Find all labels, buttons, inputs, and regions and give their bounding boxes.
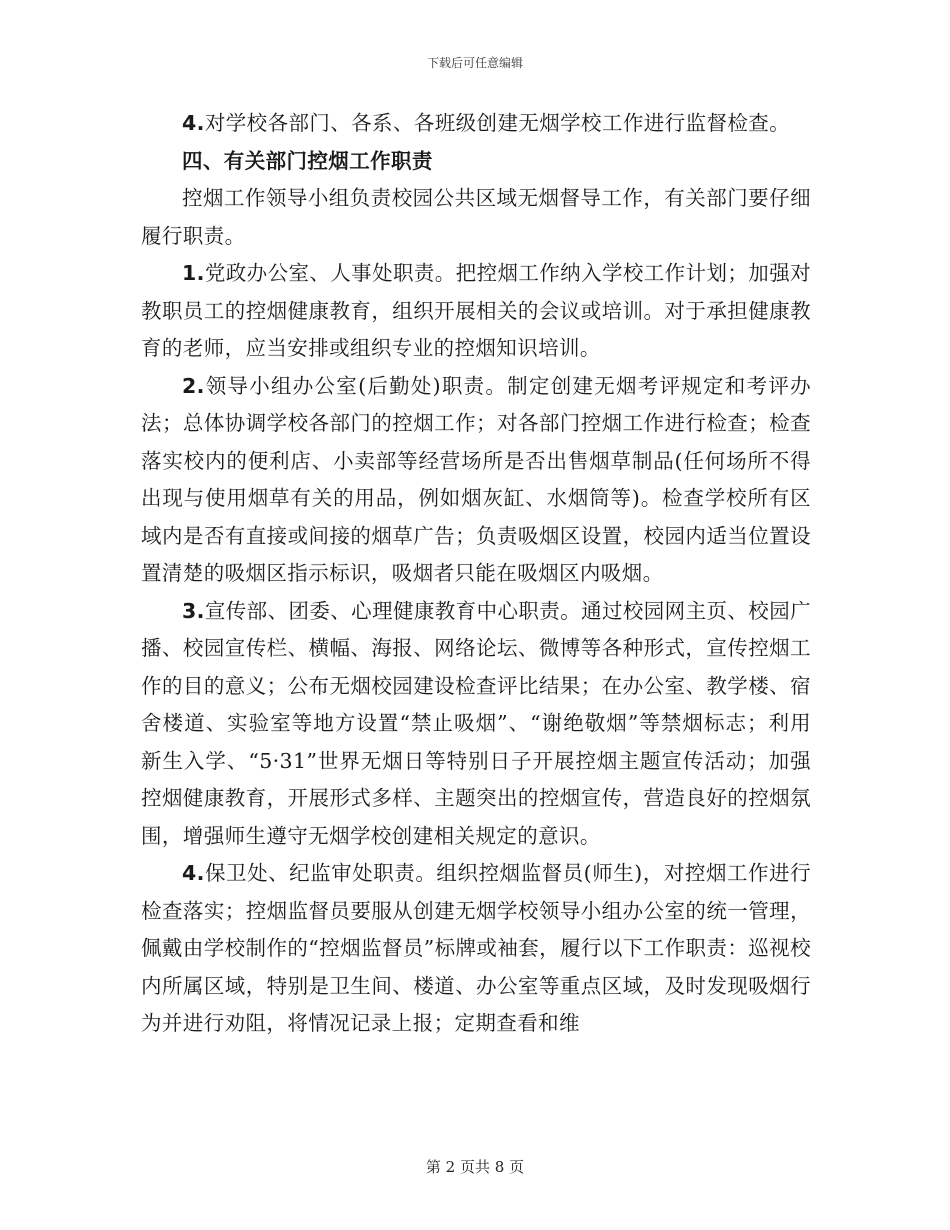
paragraph-item-4-security: [141, 855, 811, 1043]
paragraph-text: 对学校各部门、各系、各班级创建无烟学校工作进行监督检查。: [204, 111, 791, 135]
page-footer: 第 2 页共 8 页: [425, 1158, 525, 1176]
paragraph-item-4-supervision: [141, 105, 811, 143]
paragraph-item-1-office: [141, 255, 811, 368]
paragraph-item-2-leadership-office: [141, 368, 811, 593]
section-heading: 四、有关部门控烟工作职责: [182, 148, 433, 173]
item-number: 3.: [182, 598, 205, 623]
item-number: 1.: [182, 261, 205, 285]
paragraph-text: 党政办公室、人事处职责。把控烟工作纳入学校工作计划；加强对教职员工的控烟健康教育，组织开展相关的会议或培训。对于承担健康教育的老师，应当安排或组织专业的控烟知识培训。: [141, 261, 811, 360]
paragraph-item-3-publicity: [141, 593, 811, 856]
paragraph-text: 领导小组办公室(后勤处)职责。制定创建无烟考评规定和考评办法；总体协调学校各部门的控烟工作；对各部门控烟工作进行检查；检查落实校内的便利店、小卖部等经营场所是否出售烟草制品(任何场所不得出现与使用烟草有关的用品，例如烟灰缸、水烟筒等)。检查学校所有区域内是否有直接或间接的烟草广告；负责吸烟区设置，校园内适当位置设置清楚的吸烟区指示标识，吸烟者只能在吸烟区内吸烟。: [141, 373, 811, 585]
item-number: 4.: [182, 111, 205, 135]
paragraph-text: 宣传部、团委、心理健康教育中心职责。通过校园网主页、校园广播、校园宣传栏、横幅、海报、网络论坛、微博等各种形式，宣传控烟工作的目的意义；公布无烟校园建设检查评比结果；在办公室、教学楼、宿舍楼道、实验室等地方设置“禁止吸烟”、“谢绝敬烟”等禁烟标志；利用新生入学、“5·31”世界无烟日等特别日子开展控烟主题宣传活动；加强控烟健康教育，开展形式多样、主题突出的控烟宣传，营造良好的控烟氛围，增强师生遵守无烟学校创建相关规定的意识。: [141, 598, 811, 848]
paragraph-text: 保卫处、纪监审处职责。组织控烟监督员(师生)，对控烟工作进行检查落实；控烟监督员要服从创建无烟学校领导小组办公室的统一管理，佩戴由学校制作的“控烟监督员”标牌或袖套，履行以下工作职责：巡视校内所属区域，特别是卫生间、楼道、办公室等重点区域，及时发现吸烟行为并进行劝阻，将情况记录上报；定期查看和维: [141, 861, 811, 1035]
document-body: [141, 105, 811, 1043]
paragraph-intro: 控烟工作领导小组负责校园公共区域无烟督导工作，有关部门要仔细履行职责。: [141, 186, 811, 248]
item-number: 4.: [182, 861, 205, 885]
page-header: 下载后可任意编辑: [426, 56, 523, 70]
item-number: 2.: [182, 373, 205, 398]
